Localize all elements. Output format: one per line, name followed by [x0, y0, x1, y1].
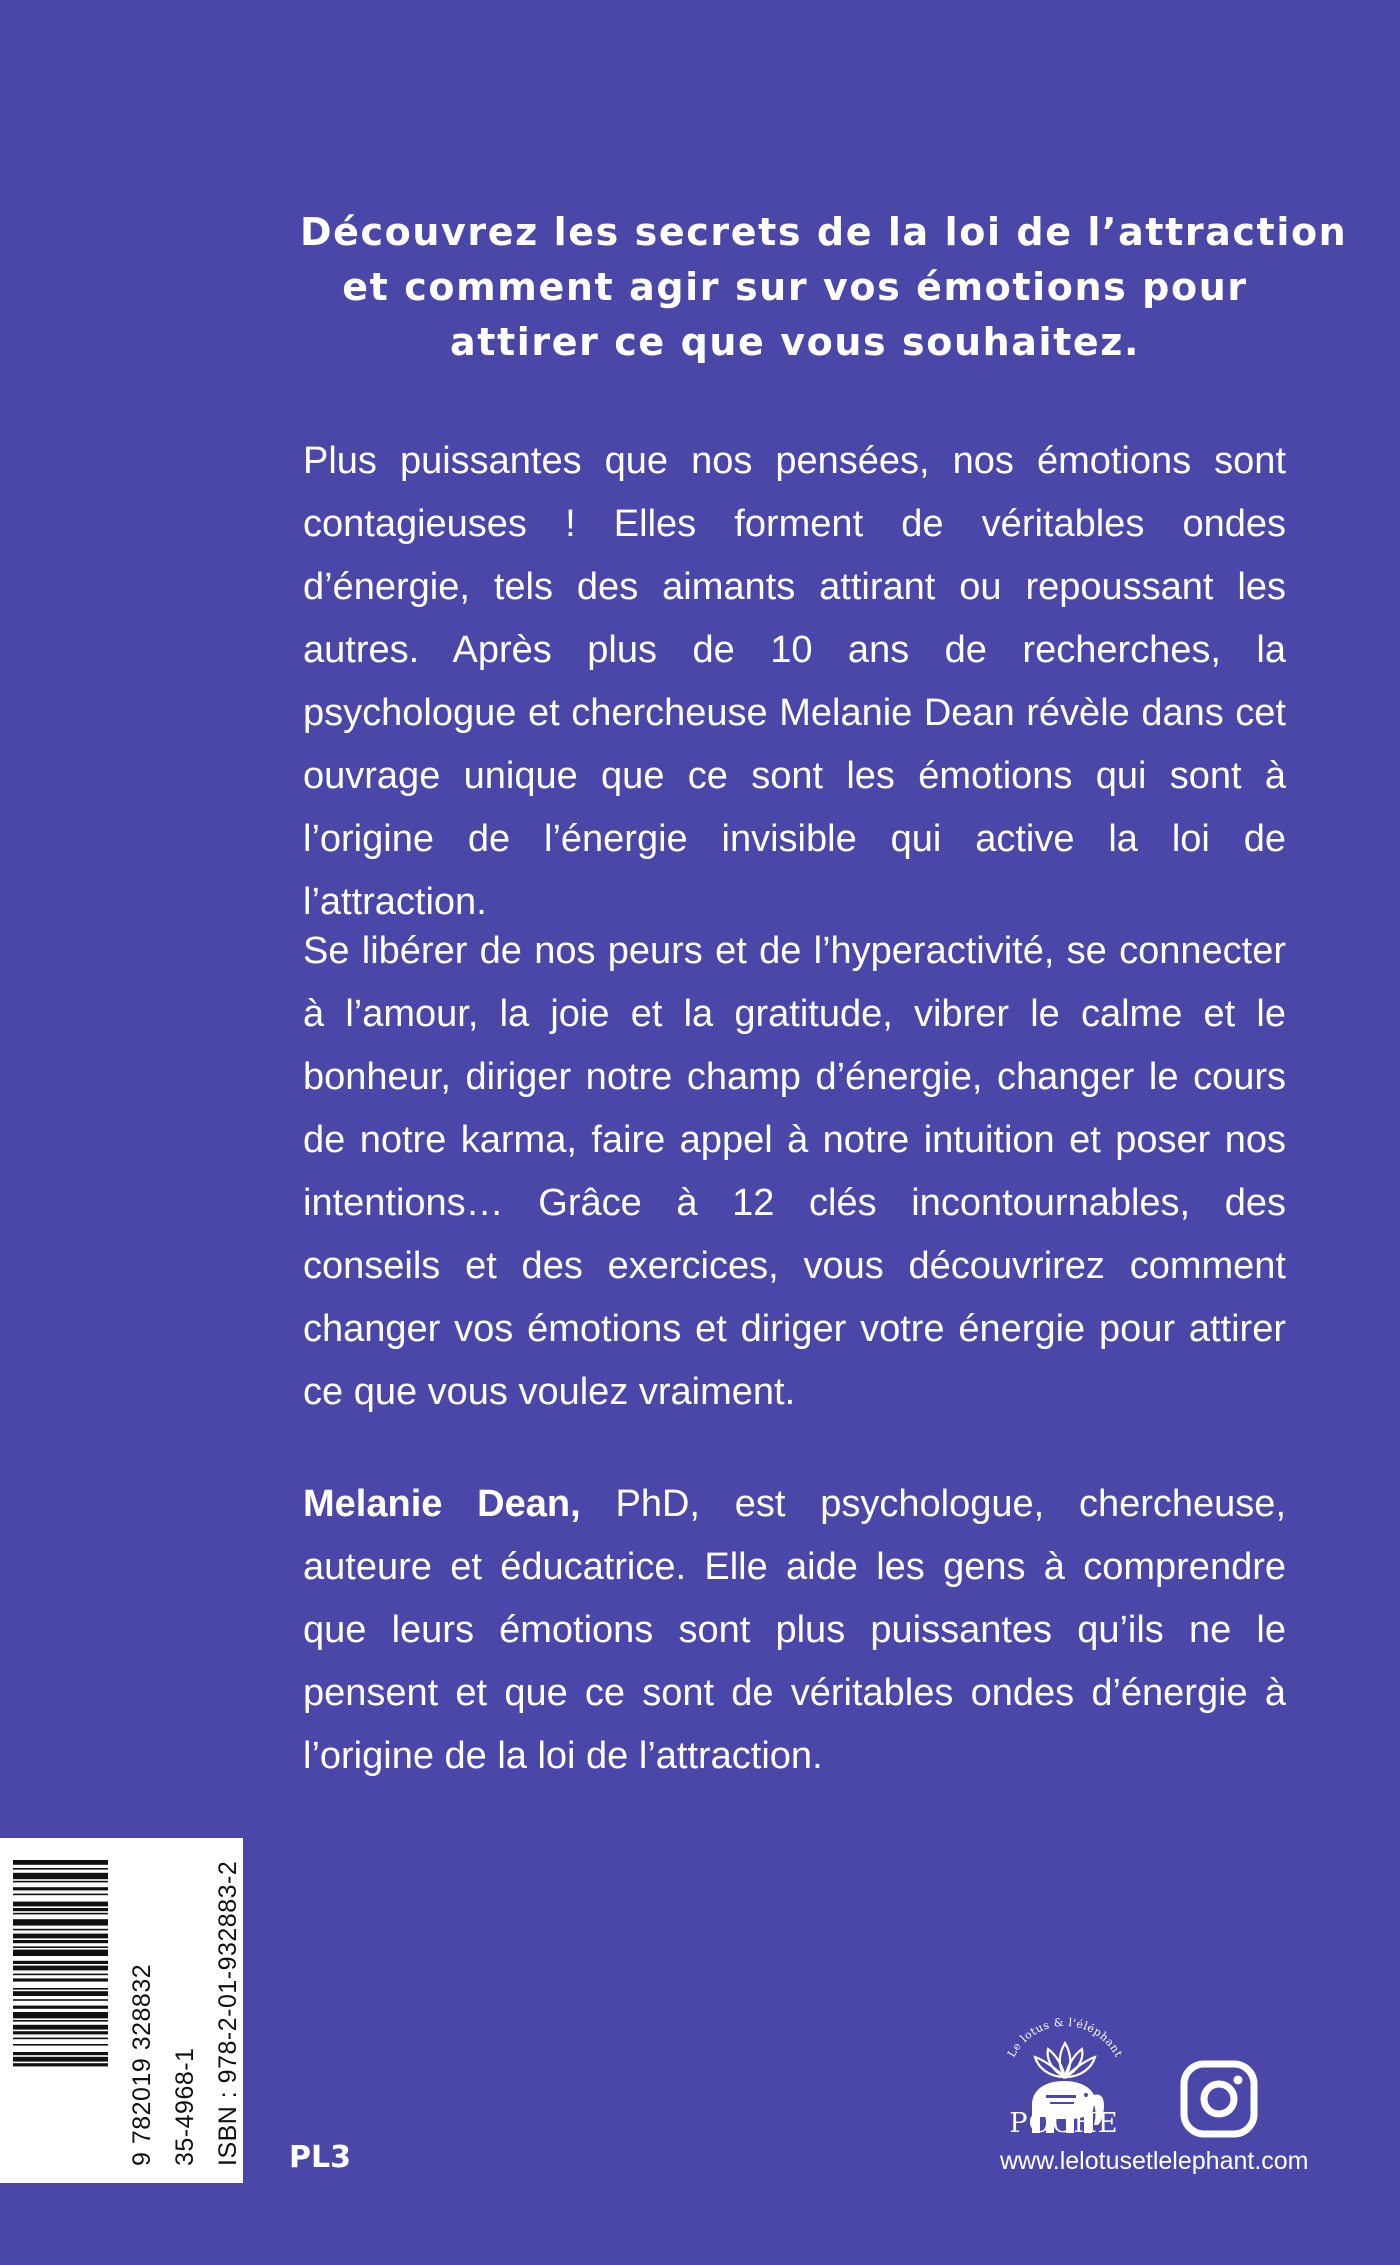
barcode-bar — [13, 1940, 108, 1943]
barcode-bar — [13, 2063, 108, 2066]
barcode-bar — [13, 1908, 108, 1911]
barcode-bar — [13, 1988, 108, 1990]
barcode-bar — [13, 1902, 108, 1907]
tagline-line-2: et comment agir sur vos émotions pour — [342, 265, 1248, 309]
barcode-bar — [13, 2057, 108, 2062]
barcode-code: 35-4968-1 — [171, 2047, 199, 2166]
barcode-bar — [13, 1991, 108, 1996]
barcode-bar — [13, 1978, 108, 1981]
barcode-bar — [13, 1966, 108, 1971]
publisher-website[interactable]: www.lelotusetlelephant.com — [1000, 2147, 1309, 2175]
tagline — [300, 205, 1348, 370]
barcode-bar — [13, 1999, 108, 2001]
barcode-bar — [13, 1919, 108, 1925]
barcode-bar — [13, 2025, 108, 2030]
barcode-bar — [13, 1881, 108, 1883]
barcode-bar — [13, 2031, 108, 2034]
barcode-bar — [13, 2020, 108, 2022]
barcode-bar — [13, 2044, 108, 2046]
barcode-image — [13, 1860, 108, 2160]
barcode-bar — [13, 1894, 108, 1896]
barcode-text — [121, 1861, 250, 2166]
barcode-label — [0, 1838, 243, 2183]
barcode-bar — [13, 2006, 108, 2009]
svg-text:Le lotus & l'éléphant: Le lotus & l'éléphant — [1004, 2015, 1126, 2060]
barcode-isbn: ISBN : 978-2-01-932883-2 — [214, 1860, 242, 2166]
barcode-bar — [13, 1961, 108, 1964]
barcode-bar — [13, 1887, 108, 1890]
series-code: PL3 — [289, 2140, 351, 2175]
barcode-bar — [13, 1974, 108, 1976]
author-bio-text: PhD, est psychologue, chercheuse, auteure et éducatrice. Elle aide les gens à comprendre que leurs émotions sont plus puissantes qu’ils ne le pensent et que ce sont de véritables ondes d’énergie à l’origine de la loi de l’attraction. — [303, 1483, 1286, 1777]
barcode-bar — [13, 1860, 108, 1865]
barcode-bar — [13, 2052, 108, 2055]
imprint-label: POCHE — [1009, 2108, 1119, 2139]
tagline-line-3: attirer ce que vous souhaitez. — [449, 320, 1141, 364]
barcode-bar — [13, 1934, 108, 1939]
tagline-line-1: Découvrez les secrets de la loi de l’attraction — [300, 210, 1348, 254]
summary-paragraph-2: Se libérer de nos peurs et de l’hyperactivité, se connecter à l’amour, la joie et la gratitude, vibrer le calme et le bonheur, diriger notre champ d’énergie, changer le cours de notre karma, faire appel à notre intuition et poser nos intentions… Grâce à 12 clés incontournables, des conseils et des exercices, vous découvrirez comment changer vos émotions et diriger votre énergie pour attirer ce que vous voulez vraiment. — [303, 930, 1286, 1413]
barcode-bar — [13, 1868, 108, 1870]
author-bio — [303, 1473, 1286, 1788]
barcode-bar — [13, 2012, 108, 2018]
barcode-bar — [13, 1913, 108, 1915]
barcode-bar — [13, 1873, 108, 1879]
instagram-icon[interactable] — [1180, 2060, 1258, 2138]
author-name: Melanie Dean, — [303, 1483, 581, 1525]
barcode-bar — [13, 1946, 108, 1948]
summary-paragraph-1: Plus puissantes que nos pensées, nos émotions sont contagieuses ! Elles forment de véritables ondes d’énergie, tels des aimants attirant ou repoussant les autres. Après plus de 10 ans de recherches, la psychologue et chercheuse Melanie Dean révèle dans cet ouvrage unique que ce sont les émotions qui sont à l’origine de l’énergie invisible qui active la loi de l’attraction. — [303, 440, 1286, 923]
barcode-bar — [13, 2038, 108, 2040]
barcode-bar — [13, 1929, 108, 1931]
barcode-bar — [13, 1950, 108, 1956]
barcode-digits: 9 782019 328832 — [128, 1963, 156, 2166]
